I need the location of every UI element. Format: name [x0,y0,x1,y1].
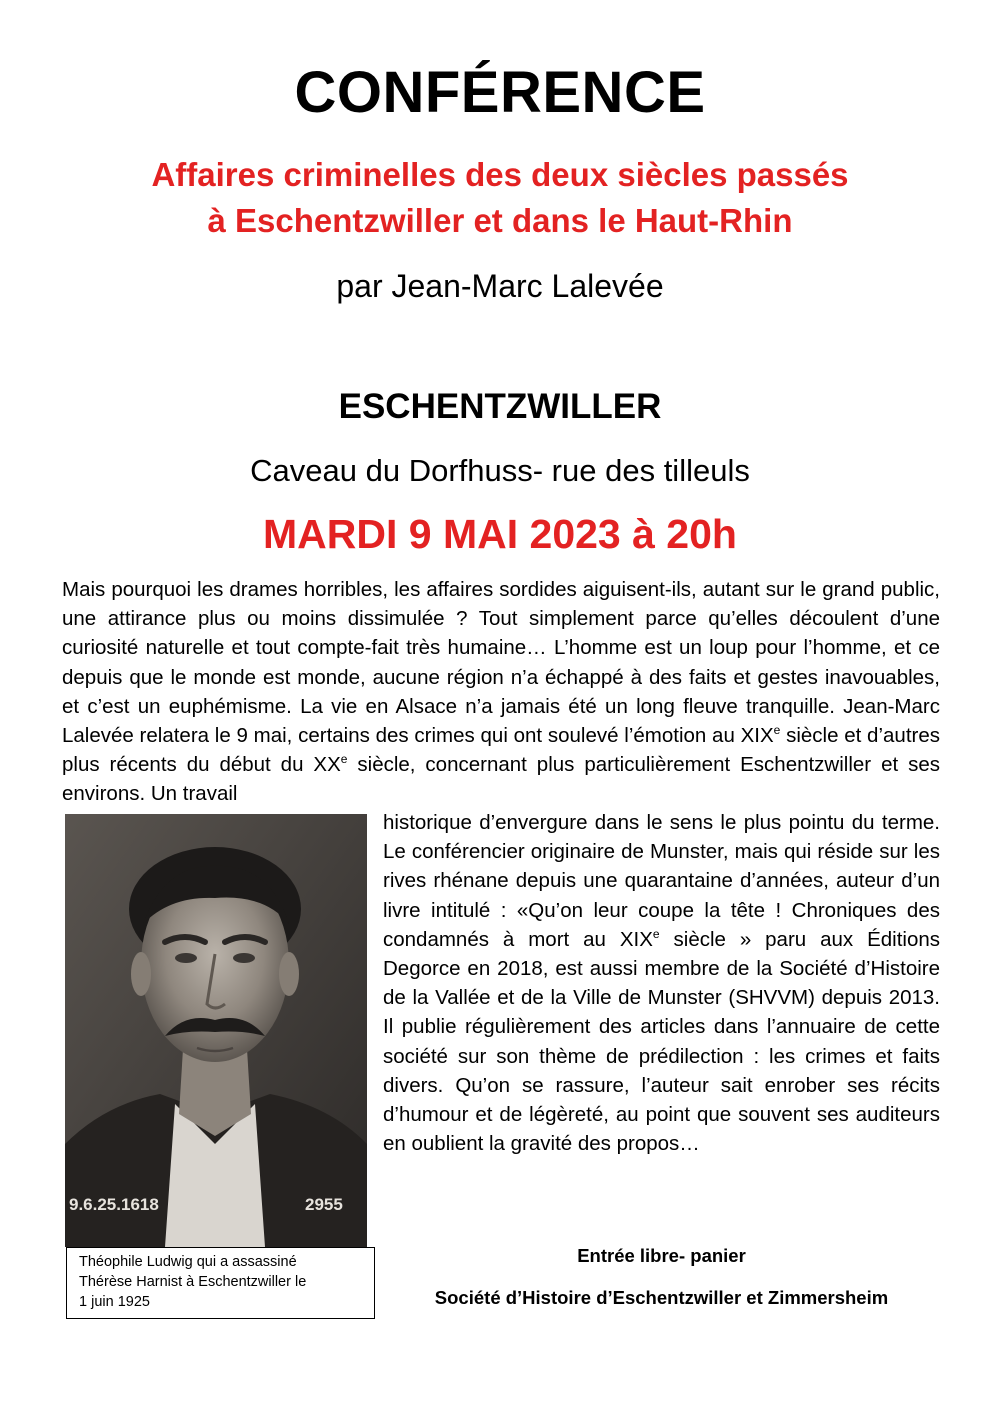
body-text-part-4: historique d’envergure dans le sens le plus pointu du terme. Le conférencier originaire de Munster, mais qui réside sur les rives rhénane depuis une quarantaine d’années, auteur d’un livre intitulé : «Qu’on leur coupe la tête ! Chroniques des condamnés à mort au XIX [383,811,940,951]
body-text-part-1: Mais pourquoi les drames horribles, les affaires sordides aiguisent-ils, autant sur le grand public, une attirance plus ou moins dissimulée ? Tout simplement parce qu’elles découlent d’une curiosité naturelle et tout compte-fait très humaine… L’homme est un loup pour l’homme, et ce depuis que le monde est monde, aucune région n’a échappé à des faits et gestes inavouables, et c’est un euphémisme. La vie en Alsace n’a jamais été un long fleuve tranquille. Jean-Marc Lalevée relatera le 9 mai, certains des crimes qui ont soulevé l’émotion au XIX [62,578,940,748]
speaker-line: par Jean-Marc Lalevée [336,268,664,304]
caption-line-3: 1 juin 1925 [79,1294,150,1310]
venue-address: Caveau du Dorfhuss- rue des tilleuls [250,453,750,488]
poster-title: CONFÉRENCE [294,60,706,125]
portrait-photo [65,814,367,1247]
town-name: ESCHENTZWILLER [338,387,662,426]
conference-subtitle [40,152,960,244]
superscript-1: e [773,723,781,738]
body-text-part-3: siècle, concernant plus particulièrement Eschentzwiller et ses environs. Un travail [62,753,940,806]
caption-line-2: Thérèse Harnist à Eschentzwiller le [79,1274,307,1290]
superscript-3: e [652,926,660,941]
description-paragraph-right [383,808,940,1158]
photo-caption [66,1247,375,1319]
description-paragraph-top [62,575,940,809]
plate-number-left: 9.6.25.1618 [69,1195,159,1214]
subtitle-line-2: à Eschentzwiller et dans le Haut-Rhin [207,202,793,239]
caption-line-1: Théophile Ludwig qui a assassiné [79,1254,297,1270]
subtitle-line-1: Affaires criminelles des deux siècles passés [151,156,849,193]
entry-info: Entrée libre- panier [577,1245,746,1266]
event-date: MARDI 9 MAI 2023 à 20h [263,511,737,557]
body-text-part-2: siècle et d’autres plus récents du début du XX [62,724,940,777]
superscript-2: e [340,752,348,767]
body-text-part-5: siècle » paru aux Éditions Degorce en 2018, est aussi membre de la Société d’Histoire de la Vallée et de la Ville de Munster (SHVVM) depuis 2013. Il publie régulièrement des articles dans l’annuaire de cette société sur son thème de prédilection : les crimes et faits divers. Qu’on se rassure, l’auteur sait enrober ses récits d’humour et de légèreté, au point que souvent ses auditeurs en oublient la gravité des propos… [383,927,940,1156]
portrait-illustration [65,814,367,1247]
organizer-name: Société d’Histoire d’Eschentzwiller et Zimmersheim [434,1287,889,1308]
plate-number-right: 2955 [305,1195,343,1214]
